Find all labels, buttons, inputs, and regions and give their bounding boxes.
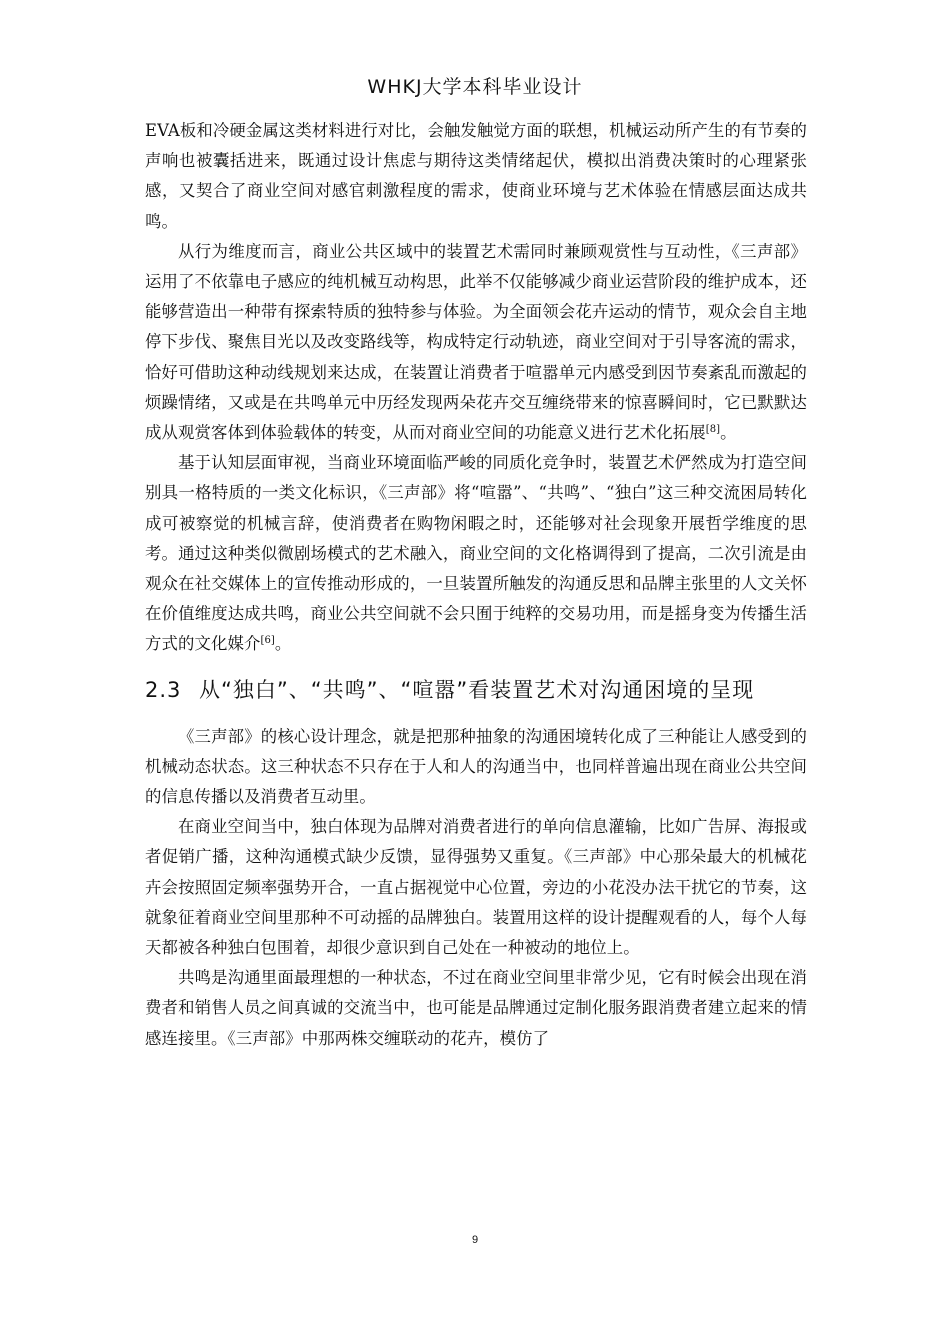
citation-ref: [6]	[260, 635, 275, 647]
paragraph-end: 。	[274, 634, 292, 654]
page-header: WHKJ大学本科毕业设计	[367, 76, 583, 98]
body-paragraph-1: EVA板和冷硬金属这类材料进行对比，会触发触觉方面的联想，机械运动所产生的有节奏的声响也被囊括进来，既通过设计焦虑与期待这类情绪起伏，模拟出消费决策时的心理紧张感，又契合了商业空间对感官刺激程度的需求，使商业环境与艺术体验在情感层面达成共鸣。	[145, 121, 807, 231]
page-body	[145, 116, 807, 1054]
page-number: 9	[471, 1234, 479, 1246]
section-number: 2.3	[145, 677, 182, 702]
body-paragraph-5: 在商业空间当中，独白体现为品牌对消费者进行的单向信息灌输，比如广告屏、海报或者促销广播，这种沟通模式缺少反馈，显得强势又重复。《三声部》中心那朵最大的机械花卉会按照固定频率强势开合，一直占据视觉中心位置，旁边的小花没办法干扰它的节奏，这就象征着商业空间里那种不可动摇的品牌独白。装置用这样的设计提醒观看的人，每个人每天都被各种独白包围着，却很少意识到自己处在一种被动的地位上。	[145, 817, 807, 958]
section-heading	[145, 666, 807, 714]
body-paragraph-2	[145, 237, 807, 448]
paragraph-text: 从行为维度而言，商业公共区域中的装置艺术需同时兼顾观赏性与互动性，《三声部》运用了不依靠电子感应的纯机械互动构思，此举不仅能够减少商业运营阶段的维护成本，还能够营造出一种带有探索特质的独特参与体验。为全面领会花卉运动的情节，观众会自主地停下步伐、聚焦目光以及改变路线等，构成特定行动轨迹，商业空间对于引导客流的需求，恰好可借助这种动线规划来达成，在装置让消费者于喧嚣单元内感受到因节奏紊乱而激起的烦躁情绪，又或是在共鸣单元中历经发现两朵花卉交互缠绕带来的惊喜瞬间时，它已默默达成从观赏客体到体验载体的转变，从而对商业空间的功能意义进行艺术化拓展	[145, 241, 807, 443]
citation-ref: [8]	[705, 424, 721, 436]
section-title: 从“独白”、“共鸣”、“喧嚣”看装置艺术对沟通困境的呈现	[199, 677, 755, 702]
paragraph-end: 。	[720, 423, 737, 443]
paragraph-text: 基于认知层面审视，当商业环境面临严峻的同质化竞争时，装置艺术俨然成为打造空间别具一格特质的一类文化标识，《三声部》将“喧嚣”、“共鸣”、“独白”这三种交流困局转化成可被察觉的机械言辞，使消费者在购物闲暇之时，还能够对社会现象开展哲学维度的思考。通过这种类似微剧场模式的艺术融入，商业空间的文化格调得到了提高，二次引流是由观众在社交媒体上的宣传推动形成的，一旦装置所触发的沟通反思和品牌主张里的人文关怀在价值维度达成共鸣，商业公共空间就不会只囿于纯粹的交易功用，而是摇身变为传播生活方式的文化媒介	[145, 453, 807, 654]
body-paragraph-6: 共鸣是沟通里面最理想的一种状态，不过在商业空间里非常少见，它有时候会出现在消费者和销售人员之间真诚的交流当中，也可能是品牌通过定制化服务跟消费者建立起来的情感连接里。《三声部》中那两株交缠联动的花卉，模仿了	[145, 968, 807, 1048]
body-paragraph-3	[145, 448, 807, 659]
body-paragraph-4: 《三声部》的核心设计理念，就是把那种抽象的沟通困境转化成了三种能让人感受到的机械动态状态。这三种状态不只存在于人和人的沟通当中，也同样普遍出现在商业公共空间的信息传播以及消费者互动里。	[145, 726, 807, 807]
